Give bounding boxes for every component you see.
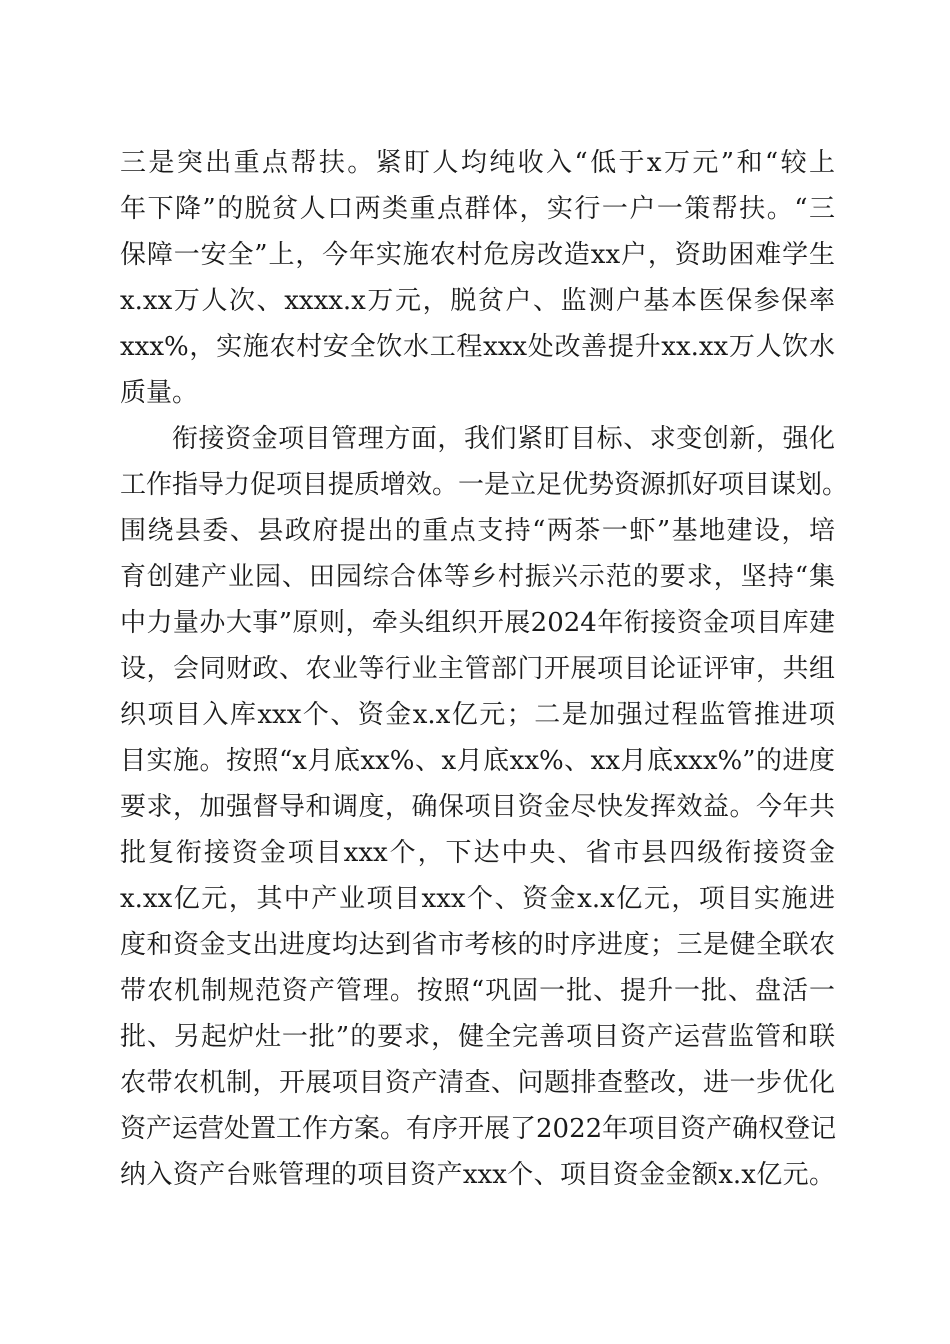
text-line: xxx%，实施农村安全饮水工程xxx处改善提升xx.xx万人饮水 [120,332,835,362]
text-line: 保障一安全”上，今年实施农村危房改造xx户，资助困难学生 [120,240,835,270]
text-line: x.xx万人次、xxxx.x万元，脱贫户、监测户基本医保参保率 [120,286,835,316]
text-line: 要求，加强督导和调度，确保项目资金尽快发挥效益。今年共 [120,792,835,822]
text-line: 农带农机制，开展项目资产清查、问题排查整改，进一步优化 [120,1068,835,1098]
text-line: 围绕县委、县政府提出的重点支持“两茶一虾”基地建设，培 [120,516,835,546]
text-line: 中力量办大事”原则，牵头组织开展2024年衔接资金项目库建 [120,608,835,638]
text-line: x.xx亿元，其中产业项目xxx个、资金x.x亿元，项目实施进 [120,884,835,914]
text-line: 度和资金支出进度均达到省市考核的时序进度；三是健全联农 [120,930,835,960]
text-line: 资产运营处置工作方案。有序开展了2022年项目资产确权登记 [120,1114,837,1144]
text-line: 质量。 [120,378,199,408]
text-line: 织项目入库xxx个、资金x.x亿元；二是加强过程监管推进项 [120,700,835,730]
text-line: 目实施。按照“x月底xx%、x月底xx%、xx月底xxx%”的进度 [120,746,835,776]
paragraph-start-line: 衔接资金项目管理方面，我们紧盯目标、求变创新，强化 [172,424,835,454]
text-line: 批、另起炉灶一批”的要求，健全完善项目资产运营监管和联 [120,1022,835,1052]
text-line: 设，会同财政、农业等行业主管部门开展项目论证评审，共组 [120,654,835,684]
text-line: 育创建产业园、田园综合体等乡村振兴示范的要求，坚持“集 [120,562,835,592]
text-line: 纳入资产台账管理的项目资产xxx个、项目资金金额x.x亿元。 [120,1160,835,1190]
text-line: 年下降”的脱贫人口两类重点群体，实行一户一策帮扶。“三 [120,194,835,224]
text-line: 带农机制规范资产管理。按照“巩固一批、提升一批、盘活一 [120,976,835,1006]
text-line: 三是突出重点帮扶。紧盯人均纯收入“低于x万元”和“较上 [120,148,835,178]
text-line: 批复衔接资金项目xxx个，下达中央、省市县四级衔接资金 [120,838,835,868]
body-text [120,140,849,1198]
text-line: 工作指导力促项目提质增效。一是立足优势资源抓好项目谋划。 [120,470,849,500]
